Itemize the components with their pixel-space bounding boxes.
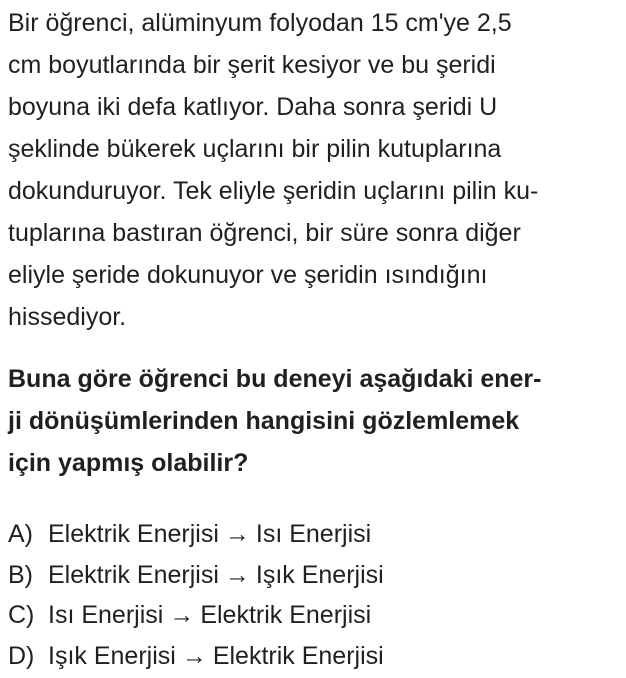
right-arrow-icon: → — [169, 601, 195, 629]
choice-to: Işık Enerjisi — [255, 560, 384, 589]
right-arrow-icon: → — [224, 560, 250, 589]
passage-line: tuplarına bastıran öğrenci, bir süre sonra diğer — [8, 219, 521, 247]
prompt-line: için yapmış olabilir? — [8, 449, 249, 477]
right-arrow-icon: → — [181, 641, 207, 670]
choice-letter: B) — [8, 560, 33, 589]
passage-line: eliyle şeride dokunuyor ve şeridin ısındığını — [8, 261, 488, 289]
passage-line: boyuna iki defa katlıyor. Daha sonra şeridi U — [8, 93, 498, 121]
passage-line: cm boyutlarında bir şerit kesiyor ve bu şeridi — [8, 51, 496, 79]
choice-b[interactable] — [8, 555, 614, 596]
choice-a[interactable] — [8, 514, 614, 555]
question — [8, 0, 614, 484]
passage-line: dokunduruyor. Tek eliyle şeridin uçlarını pilin ku- — [8, 177, 539, 205]
passage-line: hissediyor. — [8, 303, 127, 331]
passage-line: Bir öğrenci, alüminyum folyodan 15 cm'ye 2,5 — [8, 9, 512, 37]
choice-c[interactable] — [8, 595, 614, 636]
choice-d[interactable] — [8, 636, 614, 677]
prompt-line: Buna göre öğrenci bu deneyi aşağıdaki ener- — [8, 365, 542, 393]
choice-from: Işık Enerjisi — [48, 641, 176, 670]
question-passage — [8, 0, 614, 338]
question-prompt — [8, 338, 614, 484]
choice-to: Elektrik Enerjisi — [200, 601, 372, 629]
passage-line: şeklinde bükerek uçlarını bir pilin kutuplarına — [8, 135, 502, 163]
right-arrow-icon: → — [224, 520, 250, 548]
choice-from: Elektrik Enerjisi — [48, 560, 219, 589]
answer-choices — [8, 514, 614, 676]
choice-letter: D) — [8, 641, 35, 670]
choice-to: Isı Enerjisi — [255, 520, 372, 548]
prompt-line: ji dönüşümlerinden hangisini gözlemlemek — [8, 407, 520, 435]
choice-letter: A) — [8, 520, 33, 548]
choice-to: Elektrik Enerjisi — [212, 641, 384, 670]
choice-letter: C) — [8, 601, 35, 629]
choice-from: Elektrik Enerjisi — [48, 520, 219, 548]
choice-from: Isı Enerjisi — [48, 601, 164, 629]
